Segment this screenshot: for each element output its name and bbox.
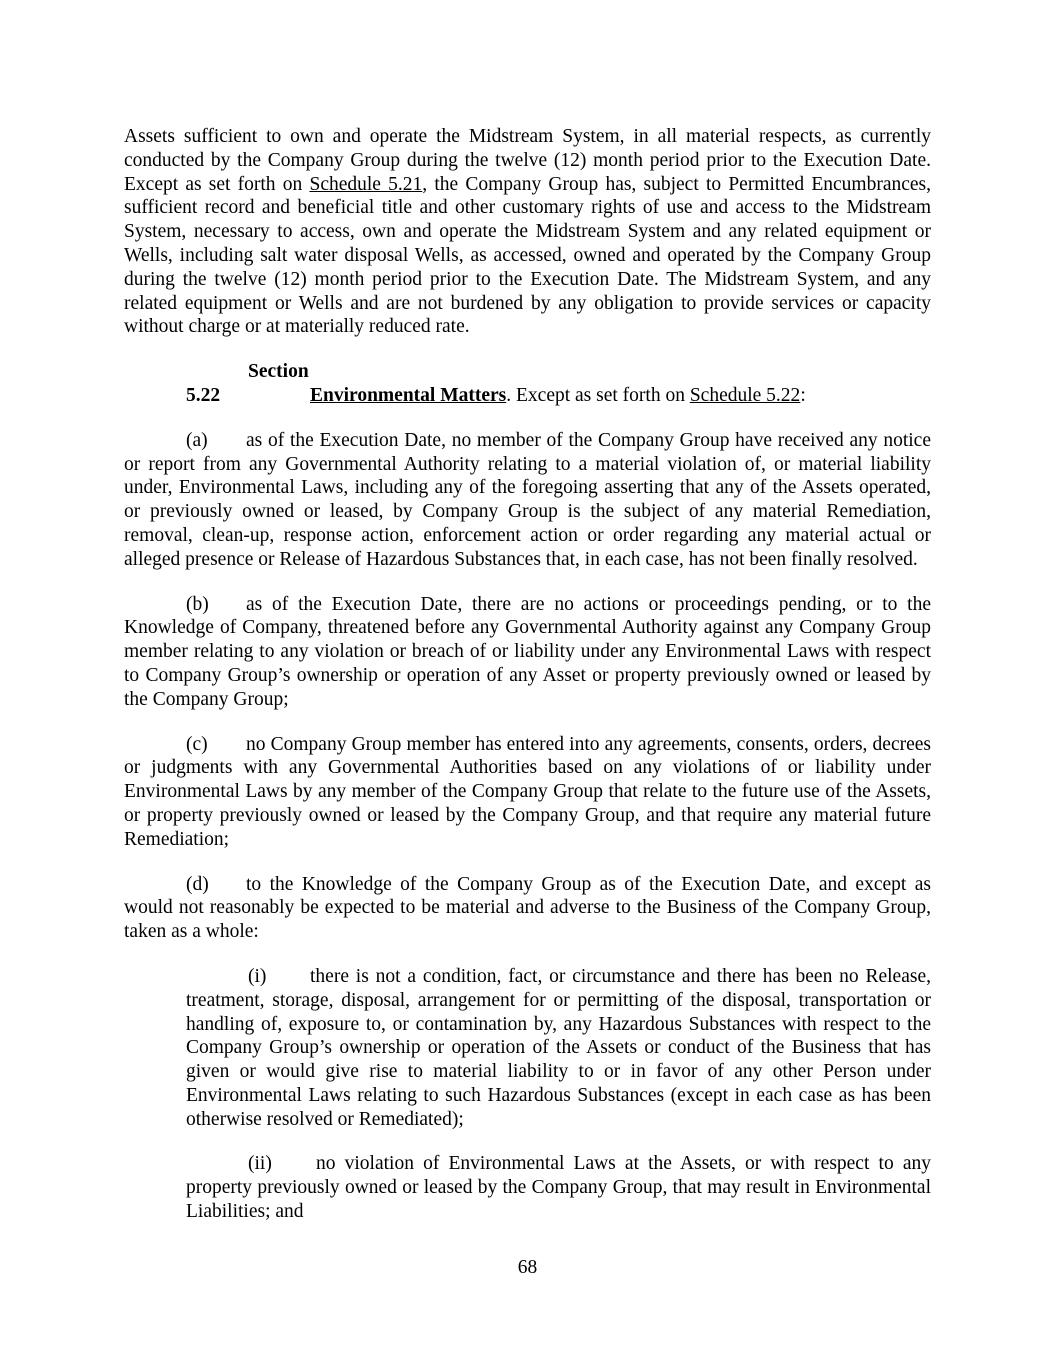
clause-a bbox=[124, 429, 931, 572]
page-number: 68 bbox=[517, 1257, 538, 1278]
clause-text: as of the Execution Date, there are no actions or proceedings pending, or to the Knowledge of Company, threatened before any Governmental Authority against any Company Group member relating to any violation or breach of or liability under any Environmental Laws with respect to Company Group’s ownership or operation of any Asset or property previously owned or leased by the Company Group; bbox=[124, 593, 931, 710]
subclause-text: no violation of Environmental Laws at the Assets, or with respect to any property previously owned or leased by the Company Group, that may result in Environmental Liabilities; and bbox=[186, 1153, 931, 1223]
clause-d bbox=[124, 873, 931, 944]
intro-paragraph bbox=[124, 125, 931, 339]
intro-text-before: Assets sufficient to own and operate the Midstream System, in all material respects, as currently conducted by the Company Group during the twelve (12) month period prior to the Execution Date. Except as set forth on bbox=[124, 126, 931, 195]
clause-marker: (d) bbox=[186, 873, 209, 895]
subclause-text: there is not a condition, fact, or circumstance and there has been no Release, treatment, storage, disposal, arrangement for or permitting of the disposal, transportation or handling of, exposure to, or contamination by, any Hazardous Substances with respect to the Company Group’s ownership or operation of the Assets or conduct of the Business that has given or would give rise to material liability to or in favor of any other Person under Environmental Laws relating to such Hazardous Substances (except in each case as has been otherwise resolved or Remediated); bbox=[186, 965, 931, 1130]
section-trailing: : bbox=[800, 384, 806, 406]
clause-text: to the Knowledge of the Company Group as of the Execution Date, and except as would not reasonably be expected to be material and adverse to the Business of the Company Group, taken as a whole: bbox=[124, 873, 931, 943]
subclause-marker: (ii) bbox=[248, 1153, 272, 1175]
intro-text-after: , the Company Group has, subject to Permitted Encumbrances, sufficient record and beneficial title and other customary rights of use and access to the Midstream System, necessary to access, own and operate the Midstream System and any related equipment or Wells, including salt water disposal Wells, as accessed, owned and operated by the Company Group during the twelve (12) month period prior to the Execution Date. The Midstream System, and any related equipment or Wells and are not burdened by any obligation to provide services or capacity without charge or at materially reduced rate. bbox=[124, 173, 931, 338]
document-page bbox=[124, 125, 931, 1245]
section-number: Section 5.22 bbox=[186, 361, 309, 406]
subclause-i bbox=[186, 965, 931, 1132]
clause-marker: (c) bbox=[186, 733, 208, 755]
subclause-marker: (i) bbox=[248, 965, 267, 987]
schedule-5-22-reference: Schedule 5.22 bbox=[689, 384, 801, 406]
schedule-5-21-reference: Schedule 5.21 bbox=[309, 173, 423, 195]
section-title: Environmental Matters bbox=[310, 384, 507, 406]
section-lead-text: . Except as set forth on bbox=[506, 384, 690, 406]
clause-marker: (a) bbox=[186, 429, 208, 451]
subclause-ii bbox=[186, 1152, 931, 1223]
clause-text: no Company Group member has entered into any agreements, consents, orders, decrees or judgments with any Governmental Authorities based on any violations of or liability under Environmental Laws by any member of the Company Group that relate to the future use of the Assets, or property previously owned or leased by the Company Group, and that require any material future Remediation; bbox=[124, 733, 931, 850]
clause-marker: (b) bbox=[186, 593, 209, 615]
clause-c bbox=[124, 733, 931, 852]
clause-text: as of the Execution Date, no member of the Company Group have received any notice or report from any Governmental Authority relating to a material violation of, or material liability under, Environmental Laws, including any of the foregoing asserting that any of the Assets operated, or previously owned or leased, by Company Group is the subject of any material Remediation, removal, clean-up, response action, enforcement action or order regarding any material actual or alleged presence or Release of Hazardous Substances that, in each case, has not been finally resolved. bbox=[124, 429, 931, 570]
section-heading bbox=[124, 360, 931, 408]
clause-b bbox=[124, 593, 931, 712]
